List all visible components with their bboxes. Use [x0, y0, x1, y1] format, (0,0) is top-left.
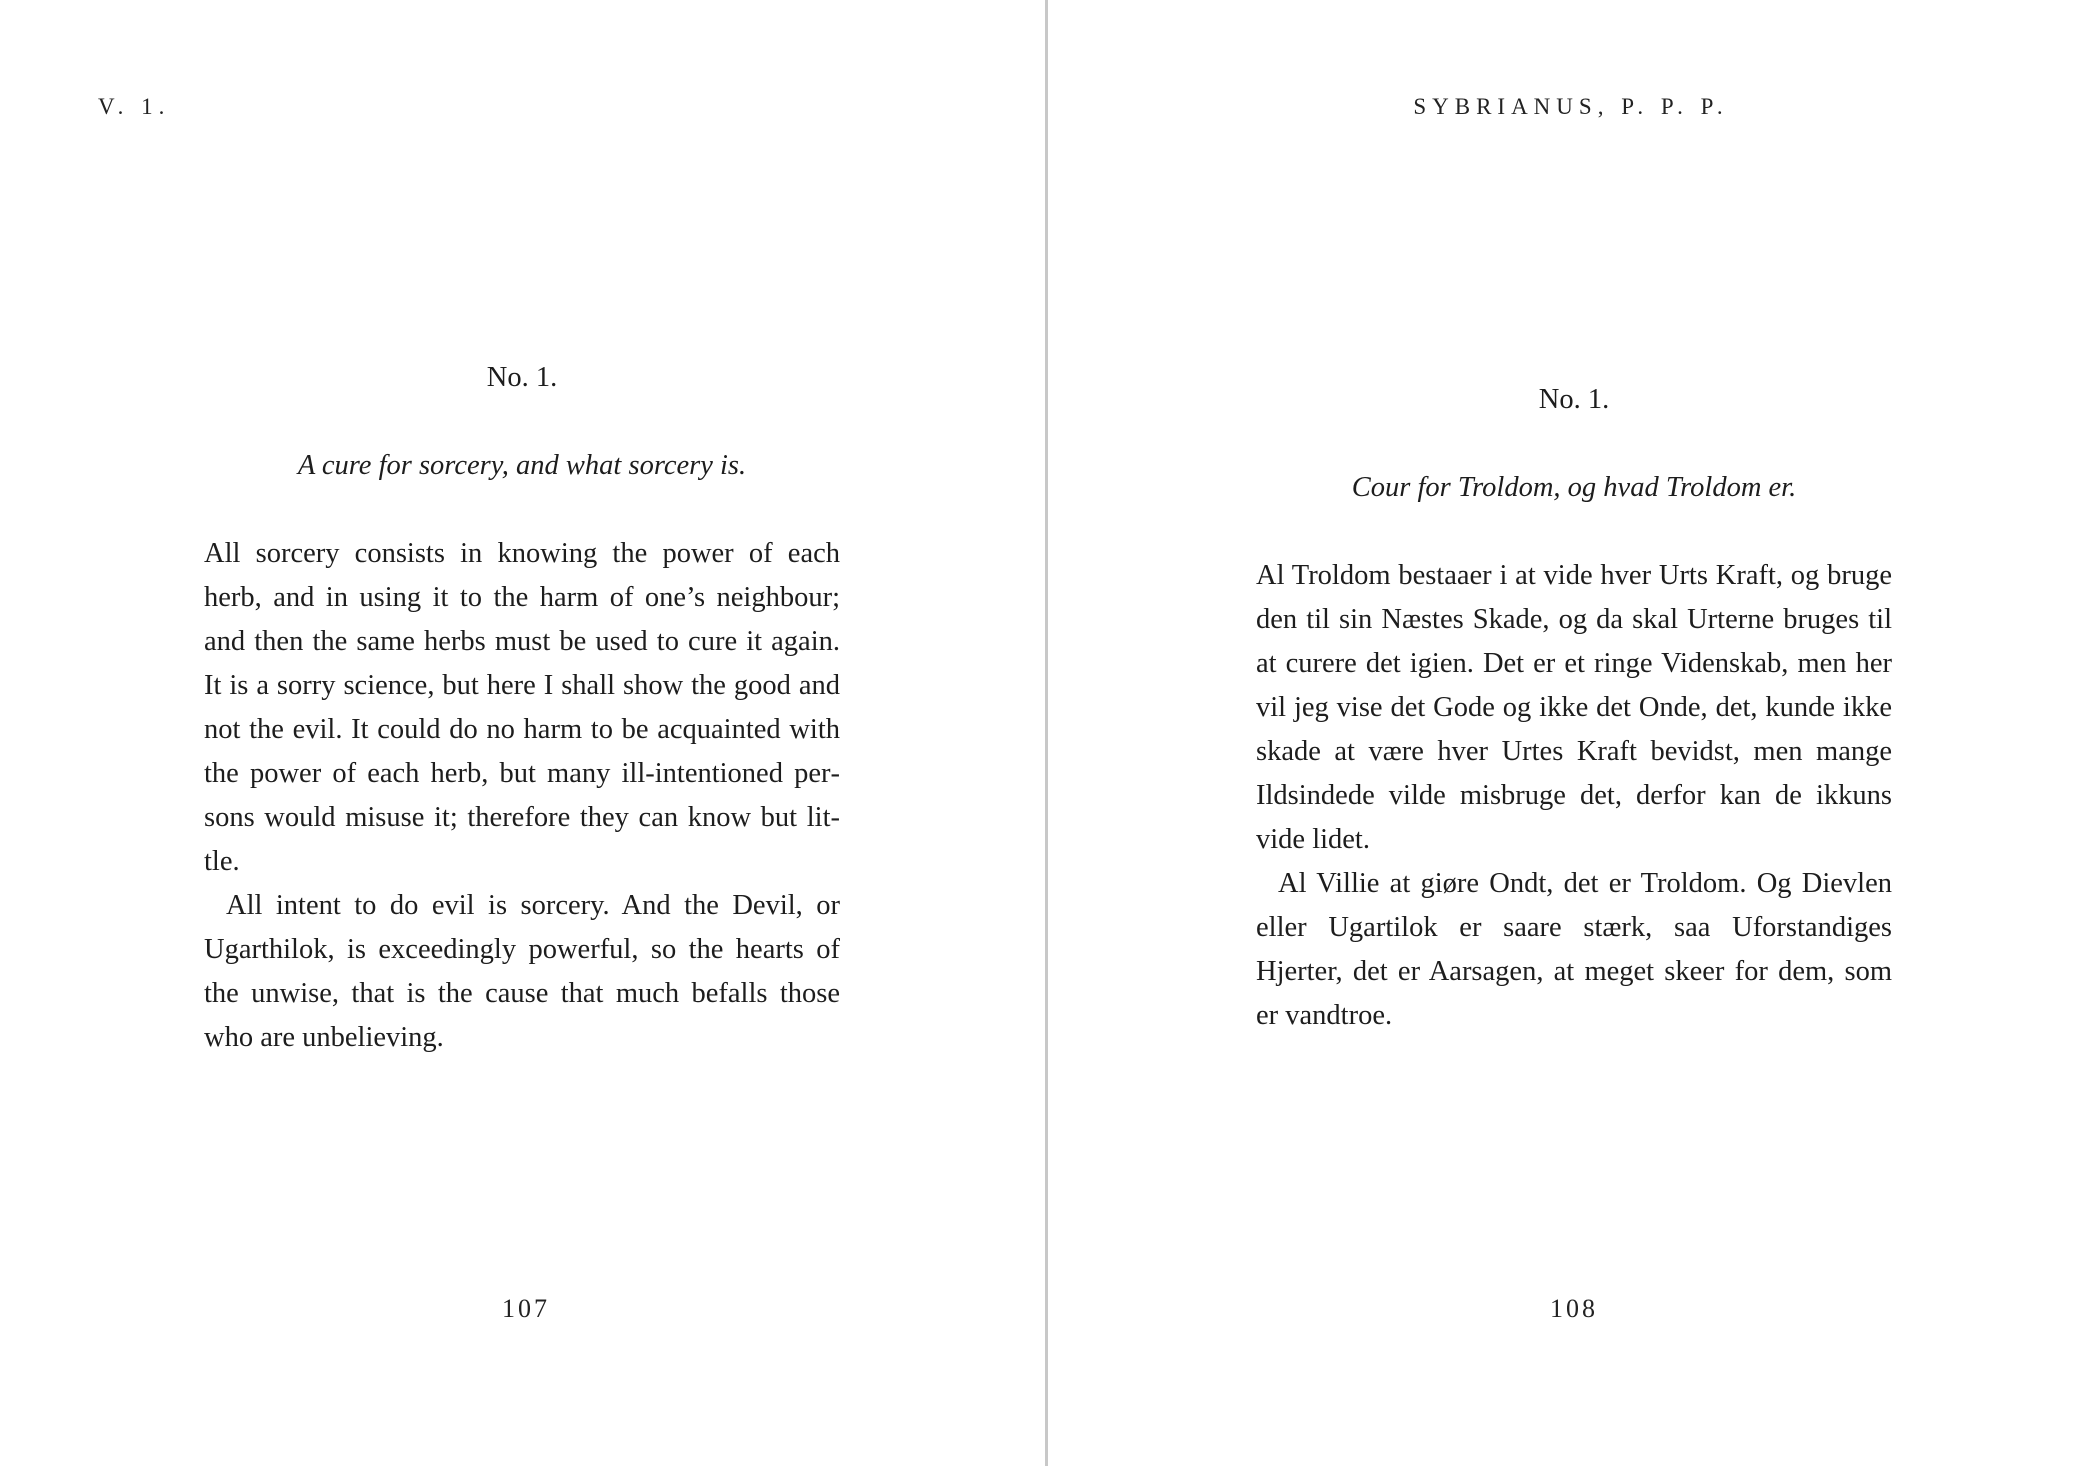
page-number-right: 108	[1550, 1294, 1598, 1323]
left-page	[0, 0, 1046, 1466]
paragraph-left-1: All sorcery consists in knowing the power of each herb, and in using it to the harm of one’s neighbour; and then the same herbs must be used to cure it again. It is a sorry science, but here I shall show the good and not the evil. It could do no harm to be acquainted with the power of each herb, but many ill-intentioned persons would misuse it; therefore they can know but little.	[204, 538, 840, 877]
running-head-right: SYBRIANUS, P. P. P.	[1413, 94, 1729, 119]
running-head-left: V. 1.	[98, 94, 171, 119]
page-number-left: 107	[502, 1294, 550, 1323]
right-text-block	[1256, 378, 1892, 1038]
entry-number-left: No. 1.	[486, 362, 558, 393]
entry-title-left: A cure for sorcery, and what sorcery is.	[297, 450, 747, 481]
right-page	[1048, 0, 2094, 1466]
entry-number-right: No. 1.	[1538, 384, 1610, 415]
paragraph-right-2: Al Villie at giøre Ondt, det er Troldom. Og Dievlen eller Ugartilok er saare stærk, saa Uforstandiges Hjerter, det er Aarsagen, at meget skeer for dem, som er vandtroe.	[1256, 868, 1892, 1031]
entry-title-right: Cour for Troldom, og hvad Troldom er.	[1351, 472, 1797, 503]
paragraph-right-1: Al Troldom bestaaer i at vide hver Urts Kraft, og bruge den til sin Næstes Skade, og da skal Urterne bruges til at curere det igien. Det er et ringe Videnskab, men her vil jeg vise det Gode og ikke det Onde, det, kunde ikke skade at være hver Urtes Kraft bevidst, men mange Ildsindede vilde misbruge det, derfor kan de ikkuns vide lidet.	[1256, 560, 1892, 855]
paragraph-left-2: All intent to do evil is sorcery. And the Devil, or Ugarthilok, is exceedingly powerful, so the hearts of the unwise, that is the cause that much befalls those who are unbelieving.	[204, 890, 840, 1053]
left-text-block	[204, 356, 840, 1060]
